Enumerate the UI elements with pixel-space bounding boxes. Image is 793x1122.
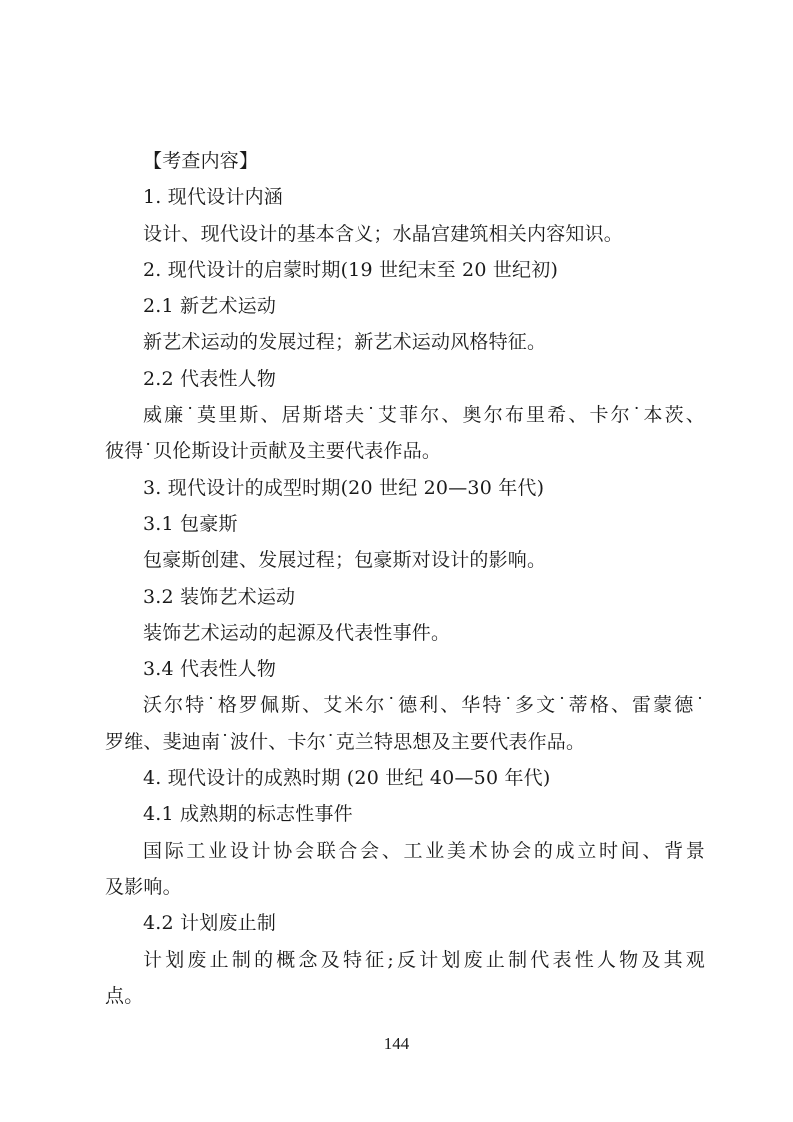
text-line: 威廉˙莫里斯、居斯塔夫˙艾菲尔、奥尔布里希、卡尔˙本茨、 [143,404,705,427]
text-line: 3.4 代表性人物 [143,658,277,681]
page-number: 144 [383,1034,410,1053]
text-line: 新艺术运动的发展过程；新艺术运动风格特征。 [143,331,547,354]
text-line: 【考查内容】 [143,150,259,172]
text-line: 3.2 装饰艺术运动 [143,585,296,608]
text-line: 彼得˙贝伦斯设计贡献及主要代表作品。 [105,440,442,463]
text-line: 设计、现代设计的基本含义；水晶宫建筑相关内容知识。 [143,222,624,245]
text-line: 计划废止制的概念及特征;反计划废止制代表性人物及其观 [143,948,705,971]
text-line: 4.1 成熟期的标志性事件 [143,803,353,826]
text-line: 装饰艺术运动的起源及代表性事件。 [143,621,451,644]
text-line: 2.1 新艺术运动 [143,295,277,318]
text-line: 2. 现代设计的启蒙时期(19 世纪末至 20 世纪初) [143,258,559,281]
text-line: 1. 现代设计内涵 [143,186,283,209]
text-line: 4. 现代设计的成熟时期 (20 世纪 40—50 年代) [143,767,551,790]
text-line: 沃尔特˙格罗佩斯、艾米尔˙德利、华特˙多文˙蒂格、雷蒙德˙ [143,694,705,717]
text-line: 3.1 包豪斯 [143,512,238,535]
text-line: 包豪斯创建、发展过程；包豪斯对设计的影响。 [143,549,547,572]
text-line: 及影响。 [105,875,182,898]
text-line: 4.2 计划废止制 [143,912,277,935]
text-line: 罗维、斐迪南˙波什、卡尔˙克兰特思想及主要代表作品。 [105,730,586,753]
text-line: 2.2 代表性人物 [143,367,277,390]
text-line: 国际工业设计协会联合会、工业美术协会的成立时间、背景 [143,839,705,862]
text-line: 点。 [105,984,144,1007]
text-line: 3. 现代设计的成型时期(20 世纪 20—30 年代) [143,476,545,499]
document-body [105,143,705,1014]
